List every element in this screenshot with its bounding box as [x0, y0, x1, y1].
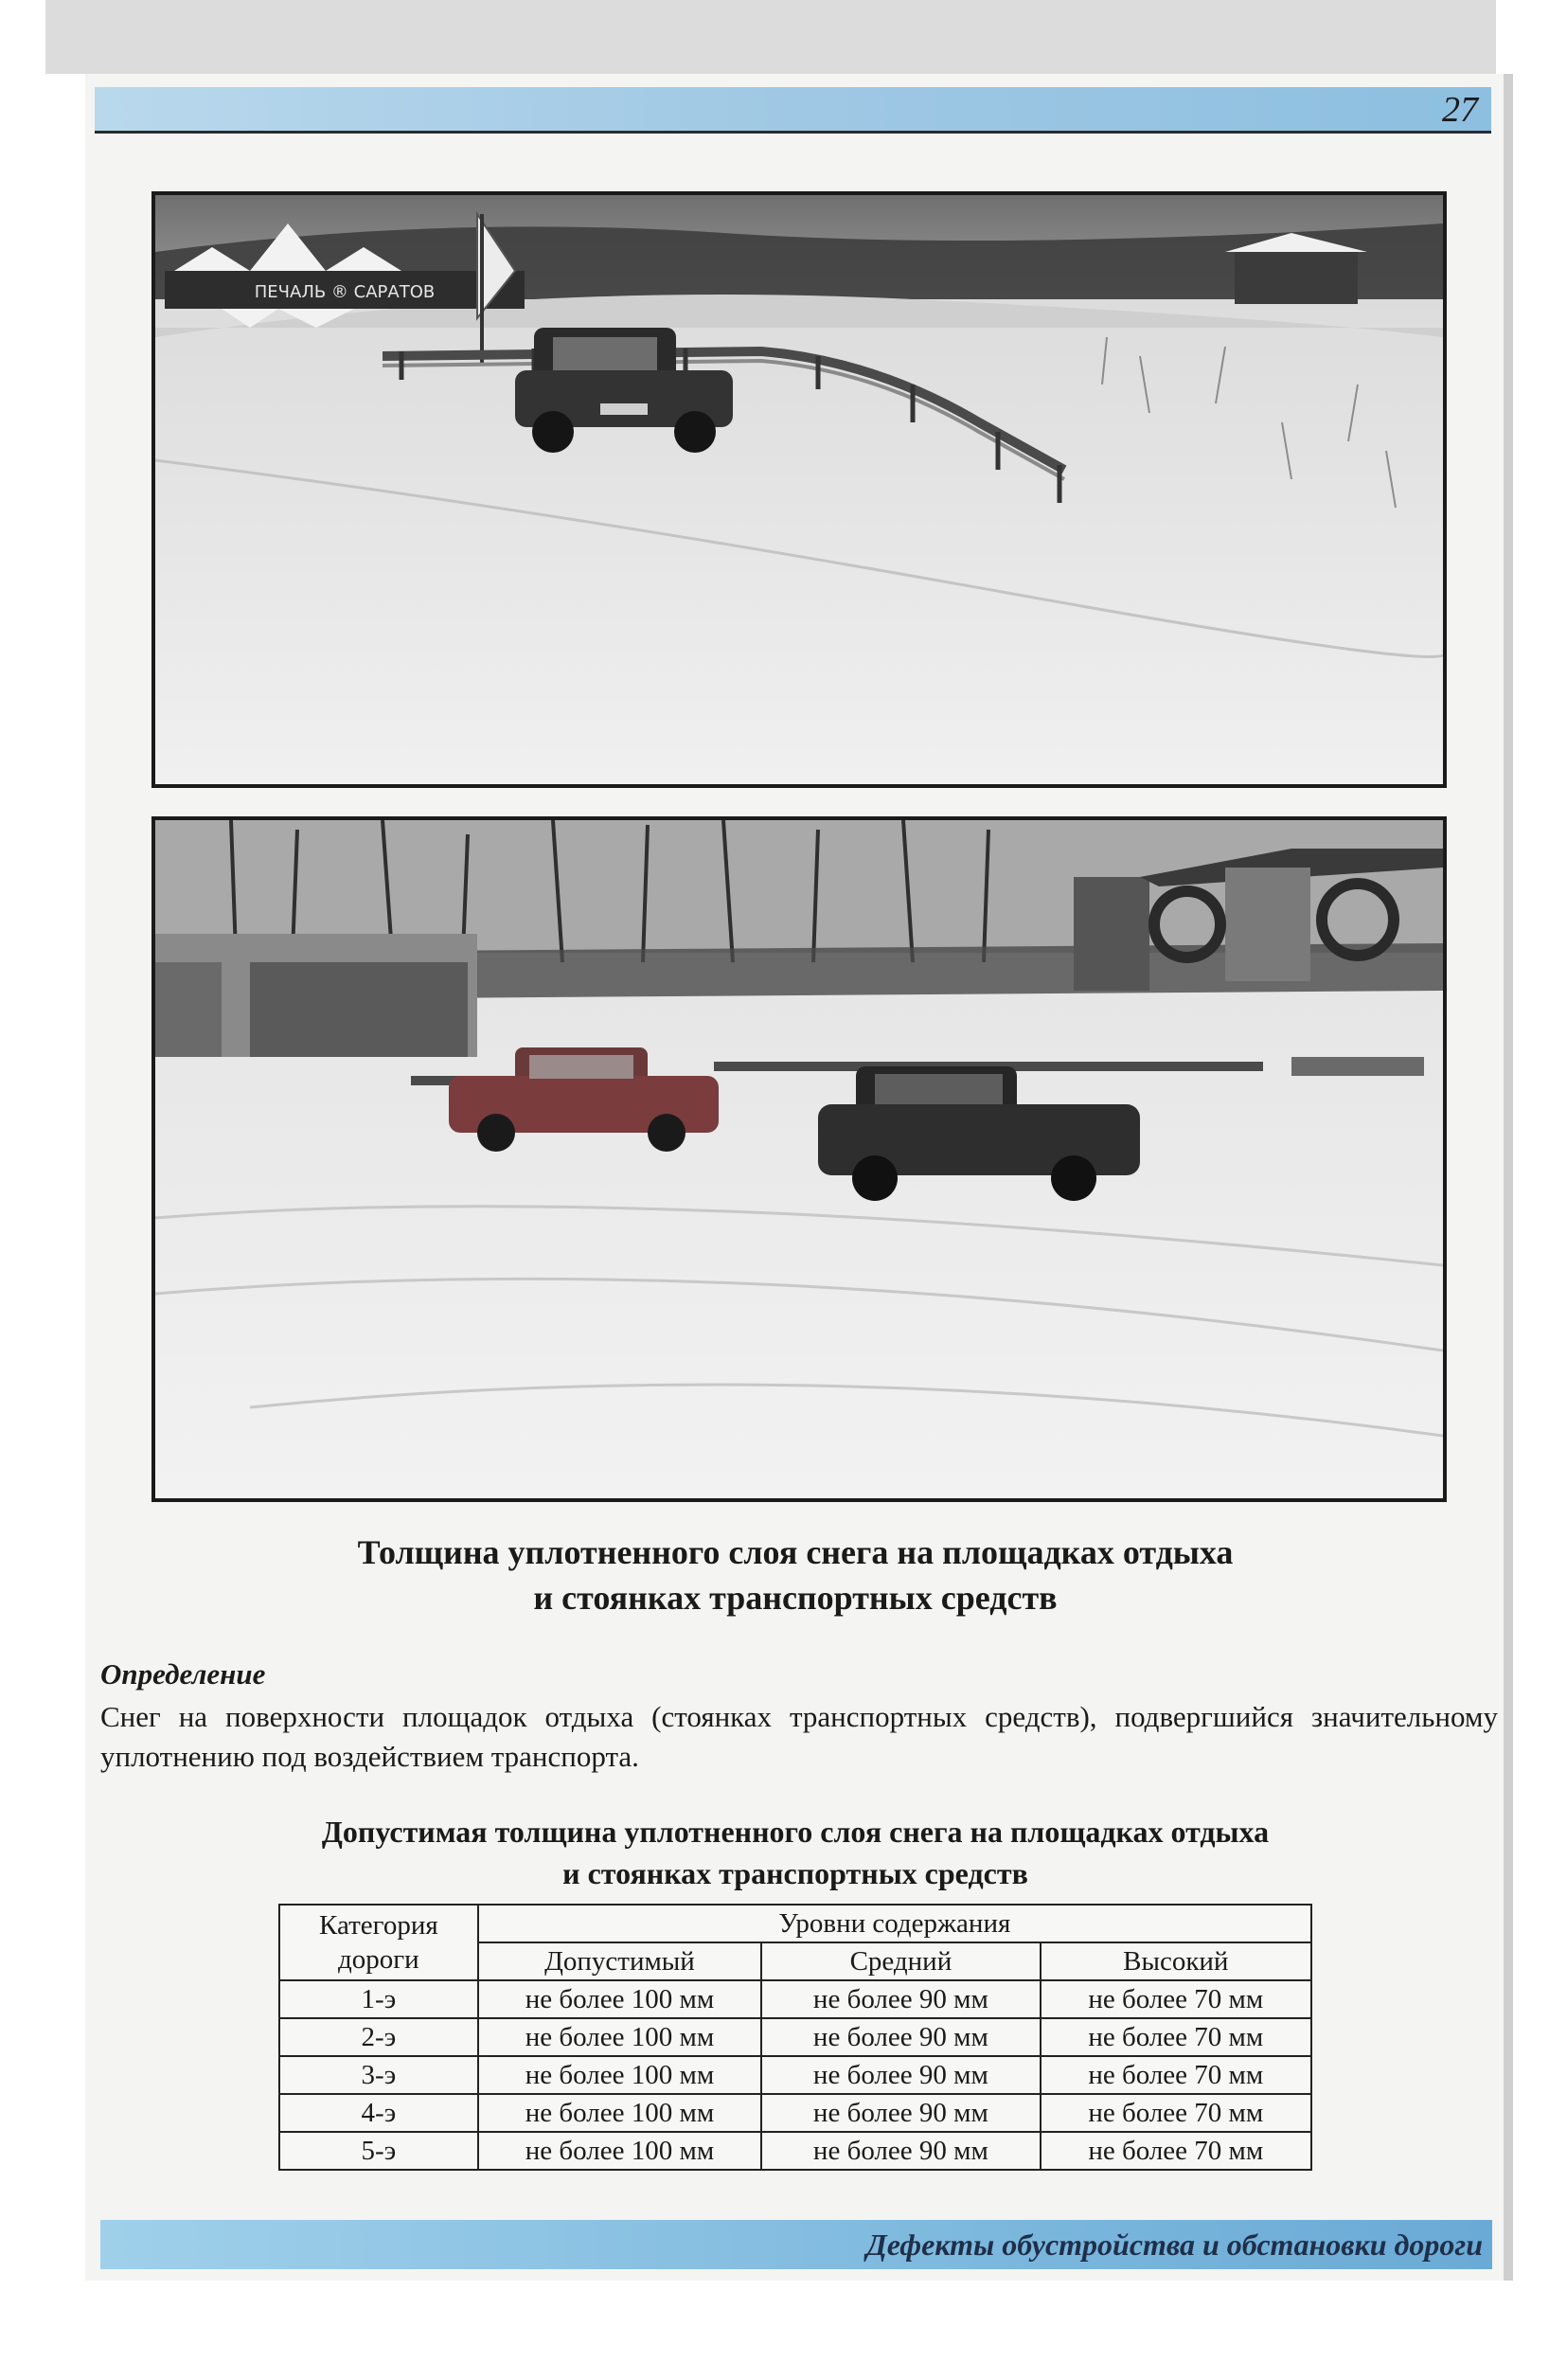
page-header — [95, 87, 1491, 134]
table-title-line1: Допустимая толщина уплотненного слоя снега на площадках отдыха — [321, 1815, 1270, 1849]
table-cell: не более 100 мм — [478, 2132, 762, 2170]
header-category — [279, 1905, 478, 1980]
table-title-line2: и стоянках транспортных средств — [562, 1856, 1028, 1890]
section-title-line2: и стоянках транспортных средств — [533, 1579, 1058, 1617]
table-row — [279, 2018, 1311, 2056]
table-row — [279, 2056, 1311, 2094]
table-cell: не более 100 мм — [478, 2018, 762, 2056]
table-cell: не более 90 мм — [761, 2056, 1040, 2094]
table-row — [279, 2094, 1311, 2132]
table-row — [279, 1980, 1311, 2018]
photo-snowy-road-car — [151, 191, 1447, 788]
table-cell: не более 100 мм — [478, 2094, 762, 2132]
header-category-line1: Категория — [319, 1910, 438, 1941]
table-cell-category: 4-э — [279, 2094, 478, 2132]
table-cell: не более 100 мм — [478, 1980, 762, 2018]
header-category-line2: дороги — [338, 1944, 419, 1975]
column-header: Средний — [761, 1942, 1040, 1980]
table-row — [279, 2132, 1311, 2170]
scan-margin — [45, 0, 1496, 74]
definition-heading: Определение — [100, 1657, 266, 1691]
table-cell-category: 3-э — [279, 2056, 478, 2094]
page-number: 27 — [1442, 90, 1478, 130]
photo-parking-lot-cars — [151, 816, 1447, 1502]
column-header: Допустимый — [478, 1942, 762, 1980]
table-cell-category: 2-э — [279, 2018, 478, 2056]
table-cell: не более 90 мм — [761, 2018, 1040, 2056]
table-cell: не более 70 мм — [1041, 2094, 1311, 2132]
definition-text: Снег на поверхности площадок отдыха (стоянках транспортных средств), подвергшийся значительному уплотнению под воздействием транспорта. — [100, 1700, 1498, 1773]
table-cell-category: 5-э — [279, 2132, 478, 2170]
table-title — [151, 1811, 1439, 1894]
table-cell: не более 70 мм — [1041, 1980, 1311, 2018]
table-cell: не более 70 мм — [1041, 2056, 1311, 2094]
header-levels: Уровни содержания — [478, 1905, 1311, 1942]
table-cell: не более 90 мм — [761, 2094, 1040, 2132]
column-header: Высокий — [1041, 1942, 1311, 1980]
footer-text: Дефекты обустройства и обстановки дороги — [865, 2228, 1483, 2262]
table-cell: не более 100 мм — [478, 2056, 762, 2094]
table-cell: не более 90 мм — [761, 1980, 1040, 2018]
table-cell: не более 70 мм — [1041, 2018, 1311, 2056]
table-cell: не более 70 мм — [1041, 2132, 1311, 2170]
page-edge-shadow — [1504, 74, 1513, 2281]
photo-sign-text: ПЕЧАЛЬ ® САРАТОВ — [254, 282, 436, 302]
section-title — [151, 1530, 1439, 1620]
table-cell-category: 1-э — [279, 1980, 478, 2018]
section-title-line1: Толщина уплотненного слоя снега на площадках отдыха — [357, 1533, 1234, 1571]
table-cell: не более 90 мм — [761, 2132, 1040, 2170]
levels-table — [278, 1904, 1312, 2171]
page-footer — [100, 2220, 1492, 2269]
